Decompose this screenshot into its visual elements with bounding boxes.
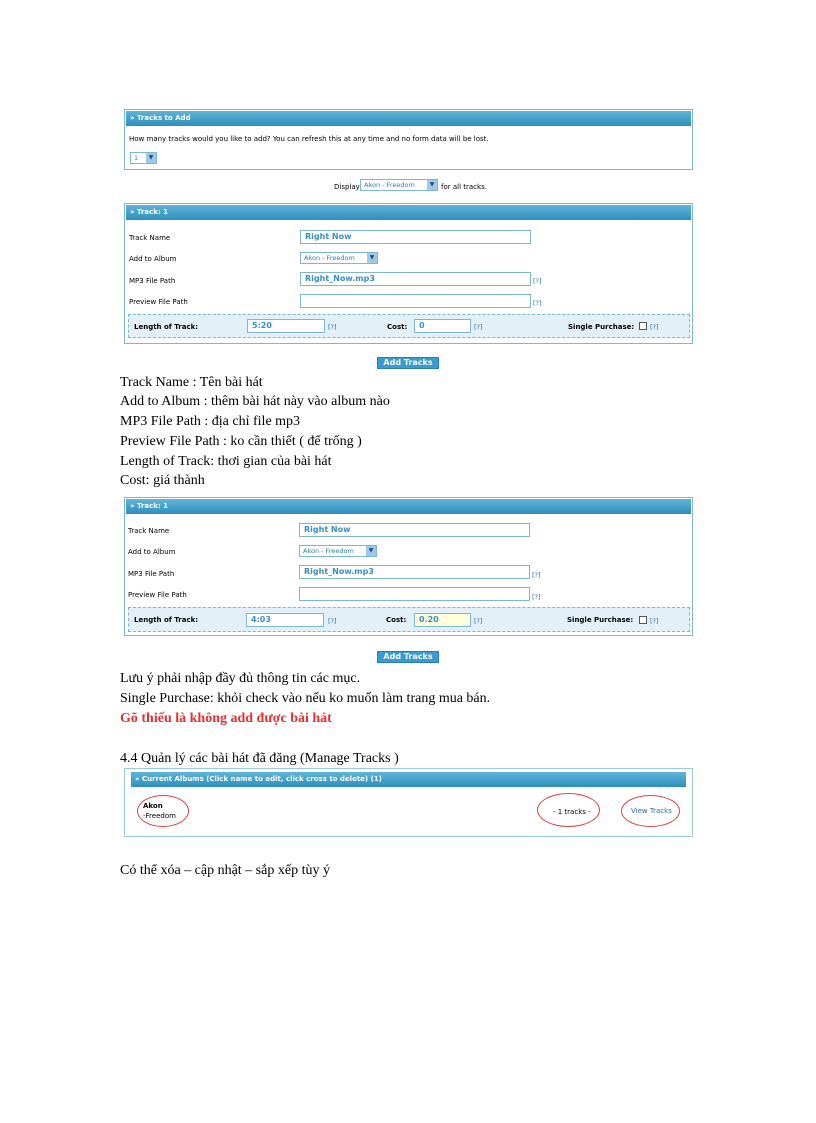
cost-help-link[interactable]: [?]: [474, 323, 483, 331]
single-purchase-label: Single Purchase:: [568, 323, 635, 331]
chevron-down-icon: ▼: [427, 180, 437, 190]
track-form-2: [124, 497, 693, 636]
cost-input[interactable]: 0: [414, 319, 471, 333]
length-input[interactable]: 4:03: [246, 613, 324, 627]
display-album-value: Akon - Freedom: [364, 181, 415, 189]
track-name-label: Track Name: [129, 234, 171, 242]
tracks-to-add-panel: [124, 109, 693, 170]
preview-path-input[interactable]: [300, 294, 531, 308]
length-label: Length of Track:: [134, 323, 199, 331]
single-purchase-checkbox[interactable]: [639, 322, 647, 330]
mp3-path-input[interactable]: Right_Now.mp3: [299, 565, 530, 579]
preview-path-input[interactable]: [299, 587, 530, 601]
album-select[interactable]: [300, 252, 378, 264]
track-form-1-header: » Track: 1: [126, 205, 691, 220]
single-purchase-help-link[interactable]: [?]: [650, 323, 659, 331]
preview-label: Preview File Path: [129, 298, 188, 306]
length-input[interactable]: 5:20: [247, 319, 325, 333]
track-details-strip: [128, 314, 690, 338]
current-albums-panel: [124, 768, 693, 837]
track-name-label: Track Name: [128, 527, 170, 535]
footer-text: Có thể xóa – cập nhật – sắp xếp tùy ý: [120, 863, 330, 878]
display-suffix: for all tracks.: [441, 183, 487, 191]
explain-line: Length of Track: thơi gian của bài hát: [120, 454, 332, 469]
view-tracks-link[interactable]: View Tracks: [631, 807, 672, 815]
artist-highlight-oval: [137, 795, 189, 827]
preview-help-link[interactable]: [?]: [532, 593, 541, 601]
single-purchase-label: Single Purchase:: [567, 616, 634, 624]
warning-text: Gõ thiếu là không add được bài hát: [120, 711, 332, 726]
album-label: Add to Album: [129, 255, 177, 263]
display-album-select[interactable]: [360, 179, 438, 191]
album-name: -Freedom: [143, 812, 176, 820]
single-purchase-help-link[interactable]: [?]: [650, 617, 659, 625]
note-line-2: Single Purchase: khỏi check vào nếu ko muốn làm trang mua bán.: [120, 691, 491, 706]
chevron-down-icon: ▼: [146, 153, 156, 163]
preview-help-link[interactable]: [?]: [533, 299, 542, 307]
track-name-input[interactable]: Right Now: [300, 230, 531, 244]
cost-label: Cost:: [387, 323, 408, 331]
explain-line: Track Name : Tên bài hát: [120, 375, 263, 390]
album-artist[interactable]: Akon: [143, 802, 163, 810]
album-label: Add to Album: [128, 548, 176, 556]
note-line-1: Lưu ý phải nhập đầy đủ thông tin các mục.: [120, 671, 361, 686]
track-form-2-header: » Track: 1: [126, 499, 691, 514]
add-tracks-button[interactable]: Add Tracks: [377, 651, 439, 663]
length-help-link[interactable]: [?]: [328, 617, 337, 625]
add-tracks-button[interactable]: Add Tracks: [377, 357, 439, 369]
track-name-input[interactable]: Right Now: [299, 523, 530, 537]
length-label: Length of Track:: [134, 616, 199, 624]
mp3-path-input[interactable]: Right_Now.mp3: [300, 272, 531, 286]
mp3-help-link[interactable]: [?]: [532, 571, 541, 579]
explain-line: Add to Album : thêm bài hát này vào album nào: [120, 394, 390, 409]
explain-line: MP3 File Path : địa chỉ file mp3: [120, 414, 301, 429]
track-count-value: 1: [134, 154, 139, 162]
track-count-select[interactable]: [130, 152, 157, 164]
chevron-down-icon: ▼: [366, 546, 376, 556]
mp3-label: MP3 File Path: [128, 570, 175, 578]
track-count-highlight-oval: [537, 793, 600, 827]
album-select-value: Akon - Freedom: [304, 254, 355, 262]
cost-input[interactable]: 0.20: [414, 613, 471, 627]
mp3-help-link[interactable]: [?]: [533, 277, 542, 285]
display-label: Display: [334, 183, 360, 191]
chevron-down-icon: ▼: [367, 253, 377, 263]
explain-line: Cost: giá thành: [120, 473, 205, 488]
current-albums-header: » Current Albums (Click name to edit, click cross to delete) (1): [131, 772, 686, 787]
single-purchase-checkbox[interactable]: [639, 616, 647, 624]
explain-line: Preview File Path : ko cần thiết ( để trống ): [120, 434, 362, 449]
view-tracks-highlight-oval: [621, 795, 680, 827]
cost-label: Cost:: [386, 616, 407, 624]
track-details-strip: [128, 607, 690, 632]
tracks-to-add-header: » Tracks to Add: [126, 111, 691, 126]
section-heading: 4.4 Quản lý các bài hát đã đăng (Manage Tracks ): [120, 751, 399, 766]
album-select[interactable]: [299, 545, 377, 557]
track-form-1: [124, 203, 693, 344]
length-help-link[interactable]: [?]: [328, 323, 337, 331]
preview-label: Preview File Path: [128, 591, 187, 599]
mp3-label: MP3 File Path: [129, 277, 176, 285]
album-select-value: Akon - Freedom: [303, 547, 354, 555]
cost-help-link[interactable]: [?]: [474, 617, 483, 625]
track-count: - 1 tracks -: [553, 808, 591, 816]
tracks-question: How many tracks would you like to add? You can refresh this at any time and no form data will be lost.: [129, 135, 489, 143]
